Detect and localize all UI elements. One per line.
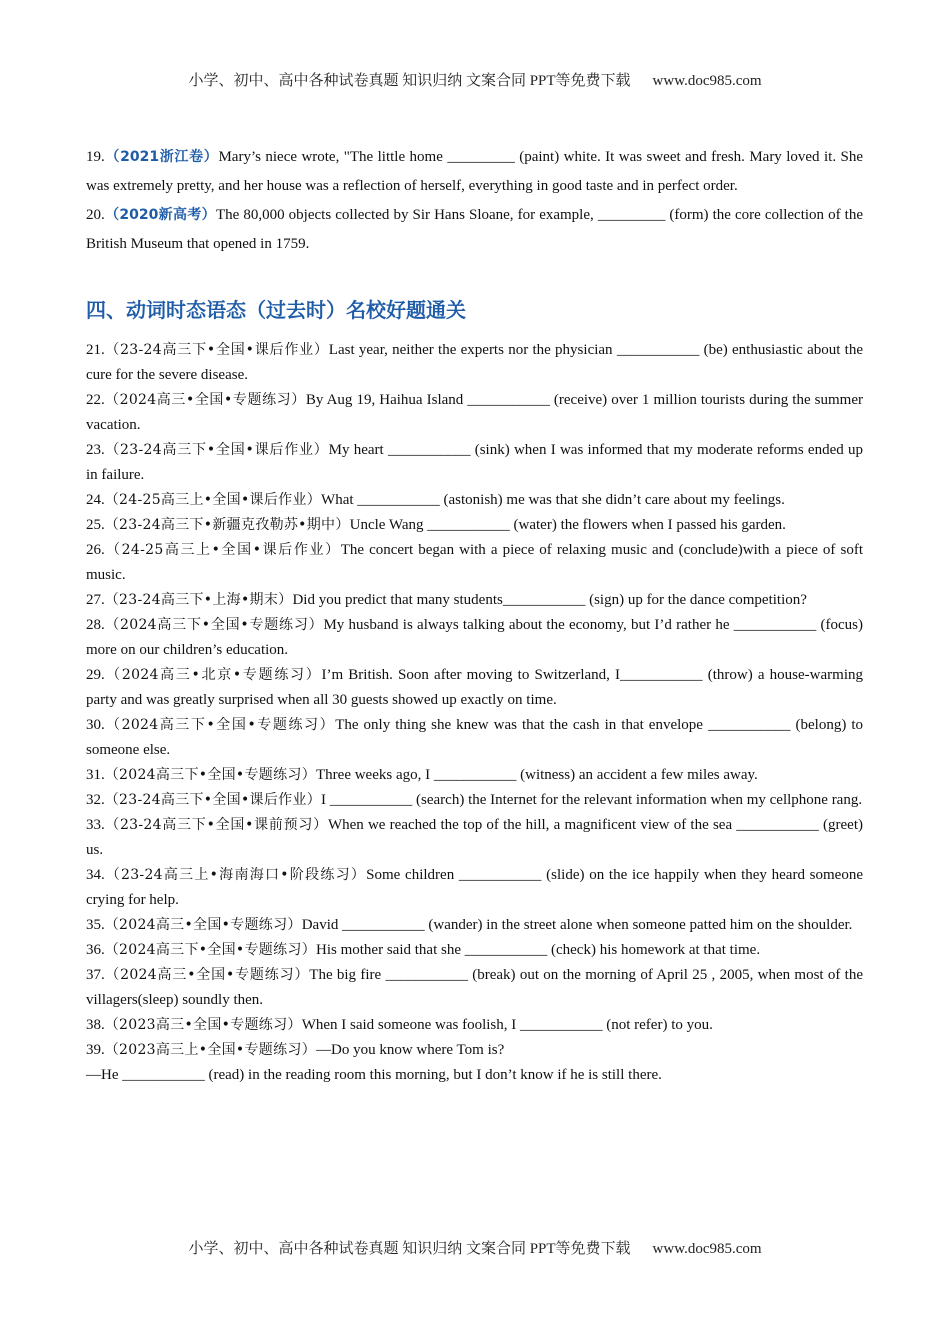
question-number: 31. bbox=[86, 767, 105, 783]
question-number: 26. bbox=[86, 542, 105, 558]
question-source: （23-24高三上•海南海口•阶段练习） bbox=[104, 867, 367, 883]
question-source: （2024高三下•全国•专题练习） bbox=[104, 717, 336, 733]
questions-19-20 bbox=[86, 143, 863, 259]
question-item bbox=[86, 488, 863, 513]
question-text: The only thing she knew was that the cash in that envelope ___________ (belong) to someone else. bbox=[86, 717, 864, 758]
question-item bbox=[86, 613, 863, 663]
question-39-answer-line: —He ___________ (read) in the reading room this morning, but I don’t know if he is still there. bbox=[86, 1067, 662, 1083]
question-number: 19. bbox=[86, 149, 105, 165]
question-text: I’m British. Soon after moving to Switzerland, I___________ (throw) a house-warming party and was greatly surprised when all 30 guests showed up exactly on time. bbox=[86, 667, 863, 708]
footer-url[interactable]: www.doc985.com bbox=[652, 1241, 762, 1257]
question-source: （2020新高考） bbox=[104, 207, 216, 223]
question-source: （2024高三•全国•专题练习） bbox=[104, 392, 306, 408]
question-source: （23-24高三下•上海•期末） bbox=[104, 592, 293, 608]
question-source: （23-24高三下•全国•课后作业） bbox=[104, 442, 329, 458]
question-text: David ___________ (wander) in the street alone when someone patted him on the shoulder. bbox=[301, 917, 853, 933]
question-text: The 80,000 objects collected by Sir Hans Sloane, for example, _________ (form) the core collection of the British Museum that opened in 1759. bbox=[86, 207, 863, 252]
section-title: 四、动词时态语态（过去时）名校好题通关 bbox=[86, 298, 466, 322]
question-item bbox=[86, 588, 863, 613]
question-item bbox=[86, 538, 863, 588]
question-item bbox=[86, 338, 863, 388]
question-number: 39. bbox=[86, 1042, 105, 1058]
question-text: Some children ___________ (slide) on the ice happily when they heard someone crying for help. bbox=[86, 867, 864, 908]
question-text: My husband is always talking about the economy, but I’d rather he ___________ (focus) more on our children’s education. bbox=[86, 617, 863, 658]
question-item bbox=[86, 388, 863, 438]
question-item bbox=[86, 913, 863, 938]
question-text: His mother said that she ___________ (check) his homework at that time. bbox=[316, 942, 761, 958]
question-text: Uncle Wang ___________ (water) the flowers when I passed his garden. bbox=[349, 517, 786, 533]
question-text: The big fire ___________ (break) out on the morning of April 25 , 2005, when most of the villagers(sleep) soundly then. bbox=[86, 967, 863, 1008]
question-text: The concert began with a piece of relaxing music and (conclude)with a piece of soft music. bbox=[86, 542, 863, 583]
question-text: What ___________ (astonish) me was that she didn’t care about my feelings. bbox=[321, 492, 785, 508]
question-text: When I said someone was foolish, I ___________ (not refer) to you. bbox=[301, 1017, 713, 1033]
question-source: （23-24高三下•全国•课前预习） bbox=[104, 817, 328, 833]
question-number: 35. bbox=[86, 917, 105, 933]
question-item bbox=[86, 513, 863, 538]
question-source: （2024高三•全国•专题练习） bbox=[104, 917, 302, 933]
question-source: （23-24高三下•新疆克孜勒苏•期中） bbox=[104, 517, 350, 533]
header-text: 小学、初中、高中各种试卷真题 知识归纳 文案合同 PPT等免费下载 bbox=[188, 73, 631, 89]
question-number: 30. bbox=[86, 717, 105, 733]
question-number: 33. bbox=[86, 817, 105, 833]
question-item bbox=[86, 863, 863, 913]
question-number: 28. bbox=[86, 617, 105, 633]
question-number: 29. bbox=[86, 667, 105, 683]
question-number: 24. bbox=[86, 492, 105, 508]
question-list bbox=[86, 338, 863, 1088]
question-number: 27. bbox=[86, 592, 105, 608]
question-source: （23-24高三下•全国•课后作业） bbox=[104, 792, 322, 808]
question-number: 38. bbox=[86, 1017, 105, 1033]
question-source: （2021浙江卷） bbox=[104, 149, 219, 165]
question-text: My heart ___________ (sink) when I was informed that my moderate reforms ended up in failure. bbox=[86, 442, 863, 483]
question-item bbox=[86, 1038, 863, 1063]
question-20 bbox=[86, 201, 863, 259]
question-source: （2023高三上•全国•专题练习） bbox=[104, 1042, 316, 1058]
question-item bbox=[86, 963, 863, 1013]
question-text: By Aug 19, Haihua Island ___________ (receive) over 1 million tourists during the summer vacation. bbox=[86, 392, 863, 433]
question-source: （2024高三下•全国•专题练习） bbox=[104, 767, 316, 783]
question-source: （2024高三下•全国•专题练习） bbox=[104, 942, 316, 958]
question-number: 37. bbox=[86, 967, 105, 983]
footer-text: 小学、初中、高中各种试卷真题 知识归纳 文案合同 PPT等免费下载 bbox=[188, 1241, 631, 1257]
question-source: （23-24高三下•全国•课后作业） bbox=[104, 342, 329, 358]
question-item bbox=[86, 713, 863, 763]
question-item bbox=[86, 938, 863, 963]
question-text: —Do you know where Tom is? bbox=[316, 1042, 505, 1058]
question-number: 22. bbox=[86, 392, 105, 408]
question-number: 36. bbox=[86, 942, 105, 958]
question-number: 23. bbox=[86, 442, 105, 458]
question-text: Three weeks ago, I ___________ (witness) an accident a few miles away. bbox=[316, 767, 758, 783]
question-source: （24-25高三上•全国•课后作业） bbox=[104, 542, 341, 558]
page-footer bbox=[0, 1237, 950, 1258]
question-item bbox=[86, 813, 863, 863]
question-text: When we reached the top of the hill, a magnificent view of the sea ___________ (greet) us. bbox=[86, 817, 863, 858]
question-item bbox=[86, 438, 863, 488]
question-number: 34. bbox=[86, 867, 105, 883]
question-text: Mary’s niece wrote, "The little home _________ (paint) white. It was sweet and fresh. Mary loved it. She was extremely pretty, and her house was a reflection of herself, everything in good taste and in perfect order. bbox=[86, 149, 863, 194]
question-number: 25. bbox=[86, 517, 105, 533]
question-text: Did you predict that many students___________ (sign) up for the dance competition? bbox=[292, 592, 807, 608]
question-source: （2024高三下•全国•专题练习） bbox=[104, 617, 324, 633]
question-text: Last year, neither the experts nor the physician ___________ (be) enthusiastic about the cure for the severe disease. bbox=[86, 342, 864, 383]
question-number: 32. bbox=[86, 792, 105, 808]
question-source: （24-25高三上•全国•课后作业） bbox=[104, 492, 322, 508]
question-item bbox=[86, 788, 863, 813]
question-text: I ___________ (search) the Internet for the relevant information when my cellphone rang. bbox=[321, 792, 863, 808]
question-number: 20. bbox=[86, 207, 105, 223]
header-url[interactable]: www.doc985.com bbox=[652, 73, 762, 89]
question-item bbox=[86, 663, 863, 713]
question-item bbox=[86, 1013, 863, 1038]
question-source: （2023高三•全国•专题练习） bbox=[104, 1017, 302, 1033]
question-source: （2024高三•北京•专题练习） bbox=[104, 667, 322, 683]
question-19 bbox=[86, 143, 863, 201]
page-header bbox=[0, 69, 950, 90]
question-item bbox=[86, 763, 863, 788]
question-source: （2024高三•全国•专题练习） bbox=[104, 967, 310, 983]
question-number: 21. bbox=[86, 342, 105, 358]
